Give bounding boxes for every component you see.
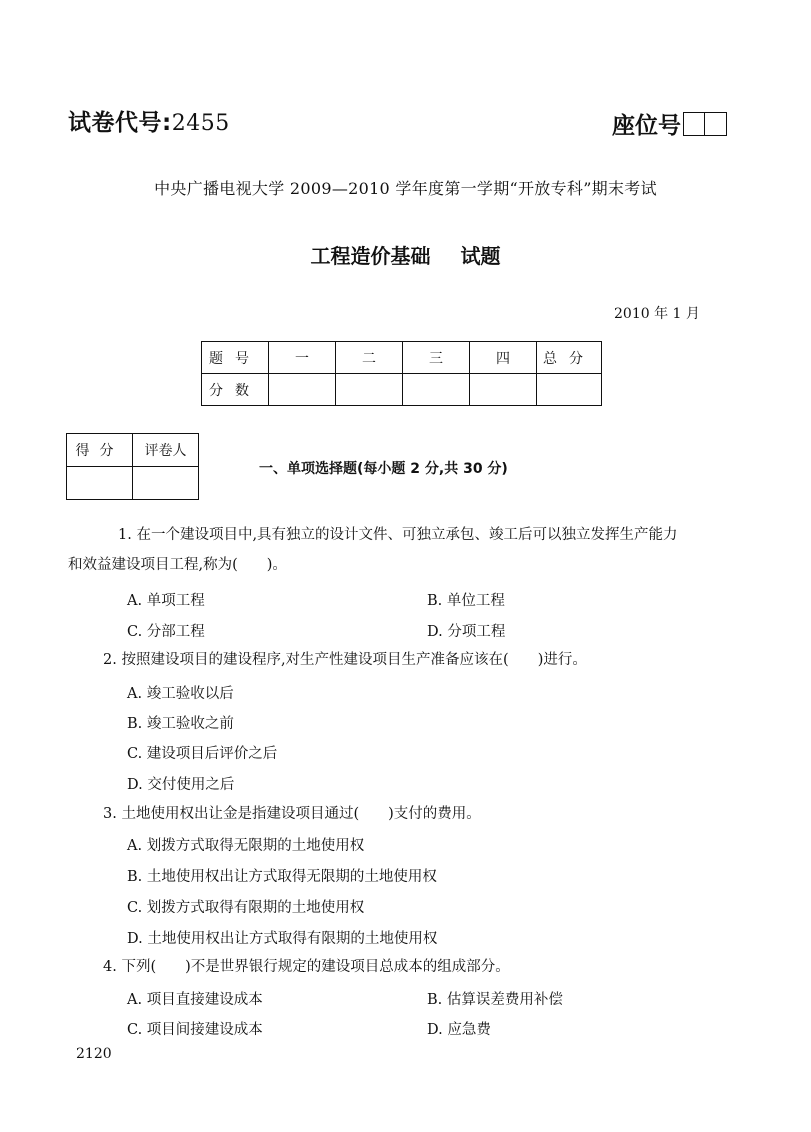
score-table-col-1: 一	[269, 342, 336, 374]
question-3-option-a[interactable]: A. 划拨方式取得无限期的土地使用权	[127, 838, 365, 854]
grader-name-cell[interactable]	[133, 467, 199, 500]
score-table-row2-label: 分数	[202, 374, 269, 406]
page-code: 2120	[76, 1046, 112, 1062]
subject-suffix: 试题	[460, 244, 501, 268]
question-2-option-c[interactable]: C. 建设项目后评价之后	[127, 746, 278, 762]
seat-label: 座位号	[612, 113, 681, 139]
question-2-option-a[interactable]: A. 竣工验收以后	[127, 686, 234, 702]
question-1	[68, 521, 758, 550]
score-cell[interactable]	[537, 374, 602, 406]
question-3-option-d[interactable]: D. 土地使用权出让方式取得有限期的土地使用权	[127, 931, 438, 947]
score-table-total-label: 总分	[537, 342, 602, 374]
score-cell[interactable]	[269, 374, 336, 406]
score-table-col-2: 二	[336, 342, 403, 374]
question-1-option-c[interactable]: C. 分部工程	[127, 624, 205, 640]
exam-title: 中央广播电视大学 2009—2010 学年度第一学期“开放专科”期末考试	[154, 179, 657, 198]
score-table-header-row	[202, 342, 602, 374]
paper-code-separator: :	[162, 110, 172, 136]
question-4-option-c[interactable]: C. 项目间接建设成本	[127, 1022, 263, 1038]
question-1-option-b[interactable]: B. 单位工程	[427, 593, 505, 609]
question-3: 3. 土地使用权出让金是指建设项目通过( )支付的费用。	[103, 806, 481, 822]
score-cell[interactable]	[336, 374, 403, 406]
seat-boxes	[683, 112, 727, 136]
seat-box[interactable]	[683, 112, 705, 136]
grader-table-header-row	[67, 434, 199, 467]
exam-date: 2010 年 1 月	[614, 306, 700, 322]
question-4: 4. 下列( )不是世界银行规定的建设项目总成本的组成部分。	[103, 959, 510, 975]
score-table-row1-label: 题号	[202, 342, 269, 374]
question-3-option-b[interactable]: B. 土地使用权出让方式取得无限期的土地使用权	[127, 869, 437, 885]
score-table-col-3: 三	[403, 342, 470, 374]
score-table-score-row	[202, 374, 602, 406]
question-2-option-d[interactable]: D. 交付使用之后	[127, 777, 235, 793]
question-4-option-d[interactable]: D. 应急费	[427, 1022, 491, 1038]
question-1-line1: 1. 在一个建设项目中,具有独立的设计文件、可独立承包、竣工后可以独立发挥生产能力	[118, 527, 678, 543]
section-heading: 一、单项选择题(每小题 2 分,共 30 分)	[259, 461, 508, 477]
question-1-option-a[interactable]: A. 单项工程	[127, 593, 205, 609]
score-cell[interactable]	[403, 374, 470, 406]
question-3-option-c[interactable]: C. 划拨方式取得有限期的土地使用权	[127, 900, 365, 916]
grader-table	[66, 433, 199, 500]
question-1-option-d[interactable]: D. 分项工程	[427, 624, 506, 640]
question-1-line2: 和效益建设项目工程,称为( )。	[68, 557, 287, 573]
score-table	[201, 341, 602, 406]
seat-box[interactable]	[705, 112, 727, 136]
paper-code-label: 试卷代号	[68, 110, 162, 136]
question-2: 2. 按照建设项目的建设程序,对生产性建设项目生产准备应该在( )进行。	[103, 652, 587, 668]
score-table-col-4: 四	[470, 342, 537, 374]
seat-number	[612, 107, 727, 140]
paper-code-number: 2455	[171, 111, 230, 136]
grader-label: 评卷人	[133, 434, 199, 467]
subject-title	[0, 240, 811, 269]
subject-name: 工程造价基础	[310, 244, 431, 268]
paper-code	[68, 104, 230, 137]
question-4-option-a[interactable]: A. 项目直接建设成本	[127, 992, 263, 1008]
question-2-option-b[interactable]: B. 竣工验收之前	[127, 716, 234, 732]
grader-score-label: 得分	[67, 434, 133, 467]
question-4-option-b[interactable]: B. 估算误差费用补偿	[427, 992, 563, 1008]
score-cell[interactable]	[470, 374, 537, 406]
grader-score-cell[interactable]	[67, 467, 133, 500]
grader-table-input-row	[67, 467, 199, 500]
